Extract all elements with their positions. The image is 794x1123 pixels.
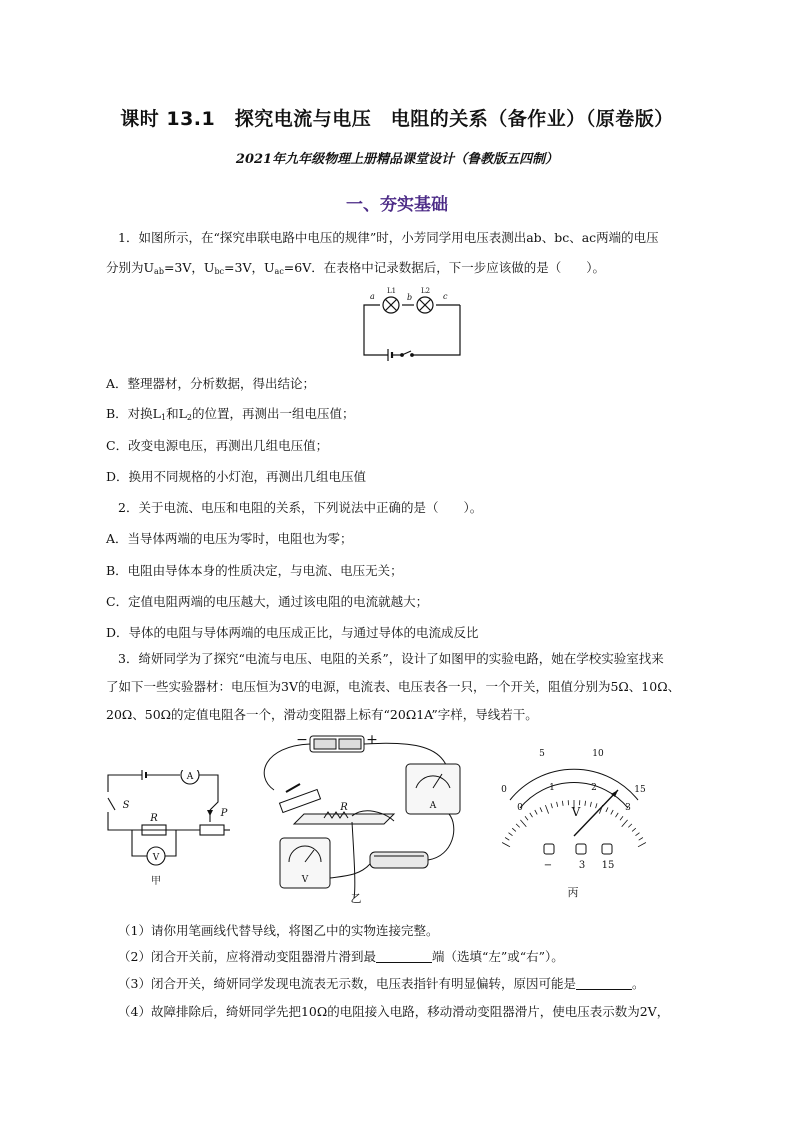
meter-tick — [535, 810, 537, 814]
bing-caption-text: 丙 — [567, 886, 579, 899]
q1-option-a: A．整理器材，分析数据，得出结论； — [106, 376, 316, 391]
q1-stem-line1: 1．如图所示，在“探究串联电路中电压的规律”时，小芳同学用电压表测出ab、bc、ac两端的电压 — [118, 230, 659, 245]
q2-option-c: C．定值电阻两端的电压越大，通过该电阻的电流就越大； — [106, 594, 429, 609]
q3-part3: （3）闭合开关，绮妍同学发现电流表无示数，电压表指针有明显偏转，原因可能是 。 — [118, 976, 645, 991]
page-title: 课时 13.1 探究电流与电压 电阻的关系（备作业）（原卷版） — [120, 108, 674, 130]
bing-inner-0: 0 — [517, 803, 523, 813]
q1-label-l2: L2 — [421, 287, 431, 295]
q1-label-l1: L1 — [387, 287, 397, 295]
section-heading: 一、夯实基础 — [346, 195, 448, 215]
q3-figure-jia — [96, 770, 236, 890]
bing-inner-3: 3 — [625, 803, 631, 813]
meter-tick — [512, 828, 516, 831]
q2-option-d: D．导体的电阻与导体两端的电压成正比，与通过导体的电流成反比 — [106, 625, 479, 640]
bing-terminal-3: 3 — [578, 860, 586, 871]
meter-tick — [596, 803, 597, 808]
meter-tick — [551, 803, 552, 808]
meter-tick — [562, 801, 563, 806]
meter-tick — [516, 824, 520, 828]
meter-tick — [590, 802, 591, 807]
bing-scale-15: 15 — [634, 785, 646, 795]
jia-ammeter-label: A — [186, 772, 194, 782]
q3-line1: 3．绮妍同学为了探究“电流与电压、电阻的关系”，设计了如图甲的实验电路，她在学校实验室找来 — [118, 651, 664, 666]
page-subtitle: 2021年九年级物理上册精品课堂设计（鲁教版五四制） — [235, 152, 559, 167]
q2-option-a: A．当导体两端的电压为零时，电阻也为零； — [106, 531, 353, 546]
q2-option-b: B．电阻由导体本身的性质决定，与电流、电压无关； — [106, 563, 403, 578]
meter-tick — [606, 807, 608, 812]
meter-tick — [585, 801, 586, 806]
q3-figure-bing — [490, 744, 660, 874]
meter-tick — [616, 813, 619, 817]
meter-tick — [520, 820, 526, 827]
bing-inner-2: 2 — [591, 783, 597, 793]
meter-tick — [502, 843, 510, 847]
meter-tick — [540, 807, 542, 812]
meter-tick — [622, 820, 628, 827]
q1-stem-line2: 分别为$U_{ab}=3V$，$U_{bc}=3V$，$U_{ac}=6V$．在表格中记录数据后，下一步应该做的是（ ）。 — [106, 260, 606, 276]
jia-r-label: R — [150, 813, 158, 824]
q1-option-d: D．换用不同规格的小灯泡，再测出几组电压值 — [106, 469, 367, 484]
q1-option-c: C．改变电源电压，再测出几组电压值； — [106, 438, 329, 453]
q3-line2: 了如下一些实验器材：电压恒为3V的电源，电流表、电压表各一只，一个开关，阻值分别为5Ω、10Ω、 — [106, 679, 681, 694]
q1-label-a: a — [370, 292, 375, 301]
yi-ammeter-label: A — [429, 801, 437, 811]
q3-part2-blank[interactable] — [376, 950, 432, 963]
q1-label-c: c — [443, 292, 448, 301]
meter-tick — [509, 833, 513, 836]
q2-stem: 2．关于电流、电压和电阻的关系，下列说法中正确的是（ ）。 — [118, 500, 483, 515]
bing-v-label: V — [571, 805, 581, 819]
jia-caption: 甲 — [151, 876, 161, 887]
meter-tick — [628, 824, 632, 828]
meter-tick — [620, 816, 623, 820]
q3-line3: 20Ω、50Ω的定值电阻各一个，滑动变阻器上标有“20Ω1A”字样，导线若干。 — [106, 707, 538, 722]
meter-tick — [632, 828, 636, 831]
bing-scale-5: 5 — [539, 749, 545, 759]
meter-tick — [525, 816, 528, 820]
q3-part4: （4）故障排除后，绮妍同学先把10Ω的电阻接入电路，移动滑动变阻器滑片，使电压表示数为2V， — [118, 1004, 670, 1019]
q1-option-b: B．对换$L_1$和$L_2$的位置，再测出一组电压值； — [106, 406, 355, 422]
jia-voltmeter-label: V — [152, 853, 160, 863]
bing-scale-0: 0 — [501, 785, 507, 795]
meter-tick — [557, 802, 558, 807]
q1-circuit-diagram — [356, 283, 466, 363]
q1-label-b: b — [407, 293, 413, 302]
jia-p-label: P — [220, 808, 228, 819]
yi-r-label: R — [340, 802, 348, 813]
meter-tick — [545, 805, 548, 814]
q3-part3-blank[interactable] — [576, 977, 632, 990]
bing-inner-1: 1 — [549, 783, 555, 793]
jia-s-label: S — [122, 800, 130, 811]
meter-tick — [611, 810, 613, 814]
q3-figure-yi — [244, 726, 474, 906]
yi-voltmeter-label: V — [301, 875, 309, 885]
meter-tick — [530, 813, 533, 817]
yi-caption: 乙 — [350, 892, 362, 905]
meter-tick — [505, 838, 509, 841]
yi-minus-label: − — [296, 732, 308, 748]
meter-tick — [638, 843, 646, 847]
meter-tick — [636, 833, 640, 836]
meter-tick — [639, 838, 643, 841]
q3-part2: （2）闭合开关前，应将滑动变阻器滑片滑到最 端（选填“左”或“右”）。 — [118, 949, 564, 964]
bing-scale-10: 10 — [592, 749, 604, 759]
bing-terminal-15: 15 — [601, 860, 615, 871]
yi-plus-label: + — [366, 732, 378, 748]
bing-terminal-minus: − — [543, 860, 553, 871]
q3-part1: （1）请你用笔画线代替导线，将图乙中的实物连接完整。 — [118, 923, 439, 938]
